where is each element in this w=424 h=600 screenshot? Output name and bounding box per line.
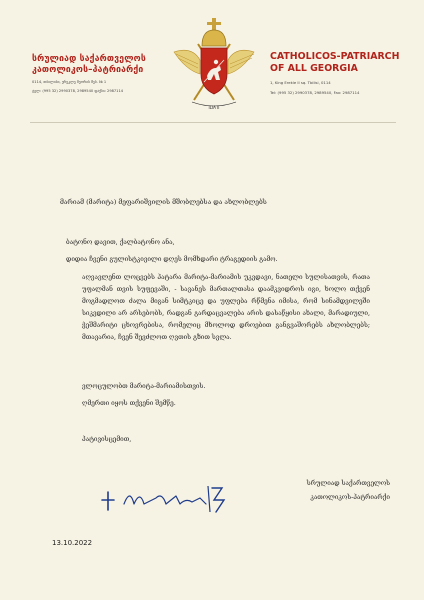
letter-paragraph-2: აღვავლენთ ლოცვებს პატარა მარიტა-მარიამის უკვდავი, ნათელი სულისათვის, რათა უფალმან თვის სუფევაში, - სავანეს მართალთასა დაამკვიდროს იგი, ხოლო თქვენ მოგმადლოთ ძალა მიგან სიმტკიცე და უფლება რწმენა იმისა, რომ სინამდვილეში სიკვდილი არ არსებობს, რადგან გარდაცვალება არის დასაწყისი ახალი, მარადიული, ჭეშმარიტი ცხოვრებისა, რომელიც მხოლოდ დროებით განგვაშორებს ახლობლებს; მთავარია, ჩვენ შევძლოთ ღვთის გზით სვლა. [82, 273, 370, 341]
letter-paragraph-4: ღმერთი იყოს თქვენი შემწე. [82, 399, 176, 407]
signature-title [270, 476, 390, 504]
letter-paragraph-3: ვლოცულობთ მარიტა-მარიამისთვის. [82, 382, 206, 390]
english-address-line1: 1, King Erekle II sq. Tbilisi, 0114 [270, 80, 331, 85]
georgian-address-line2: ტელ: (995 32) 2990378, 2989540 ფაქსი: 2987114 [32, 89, 124, 93]
emblem-text: ILIA II [208, 105, 220, 110]
english-address-line2: Tel: (995 32) 2990378, 2989540, Fax: 2987114 [270, 90, 360, 95]
georgian-title-line2: კათოლიკოს–პატრიარქი [32, 65, 144, 75]
letter-addressee: მარიამ (მარიტა) მეფარიშვილის მშობლებსა და ახლობლებს [60, 198, 267, 206]
letter-greeting: ბატონო დავით, ქალბატონო ანა, [66, 238, 175, 246]
letter-paragraph-1: დიდია ჩვენი გულისტკივილი დღეს მომხდარი ტრაგედიის გამო. [66, 255, 278, 263]
letterhead-left [32, 54, 172, 94]
letter-date: 13.10.2022 [52, 539, 93, 547]
signature-title-line2: კათოლიკოს-პატრიარქი [310, 493, 390, 501]
english-title-line2: OF ALL GEORGIA [270, 63, 358, 74]
patriarchate-emblem-icon [168, 16, 260, 116]
georgian-title-line1: სრულიად საქართველოს [32, 54, 146, 64]
letter-closing: პატივისცემით, [82, 435, 132, 443]
header-divider [30, 122, 396, 123]
letterhead-right [270, 51, 404, 95]
signature-title-line1: სრულიად საქართველოს [306, 479, 390, 487]
english-title-line1: CATHOLICOS-PATRIARCH [270, 51, 400, 62]
handwritten-signature [96, 478, 236, 518]
georgian-address-line1: 0114, თბილისი, ერეკლე მეორის შეს. № 1 [32, 80, 107, 84]
